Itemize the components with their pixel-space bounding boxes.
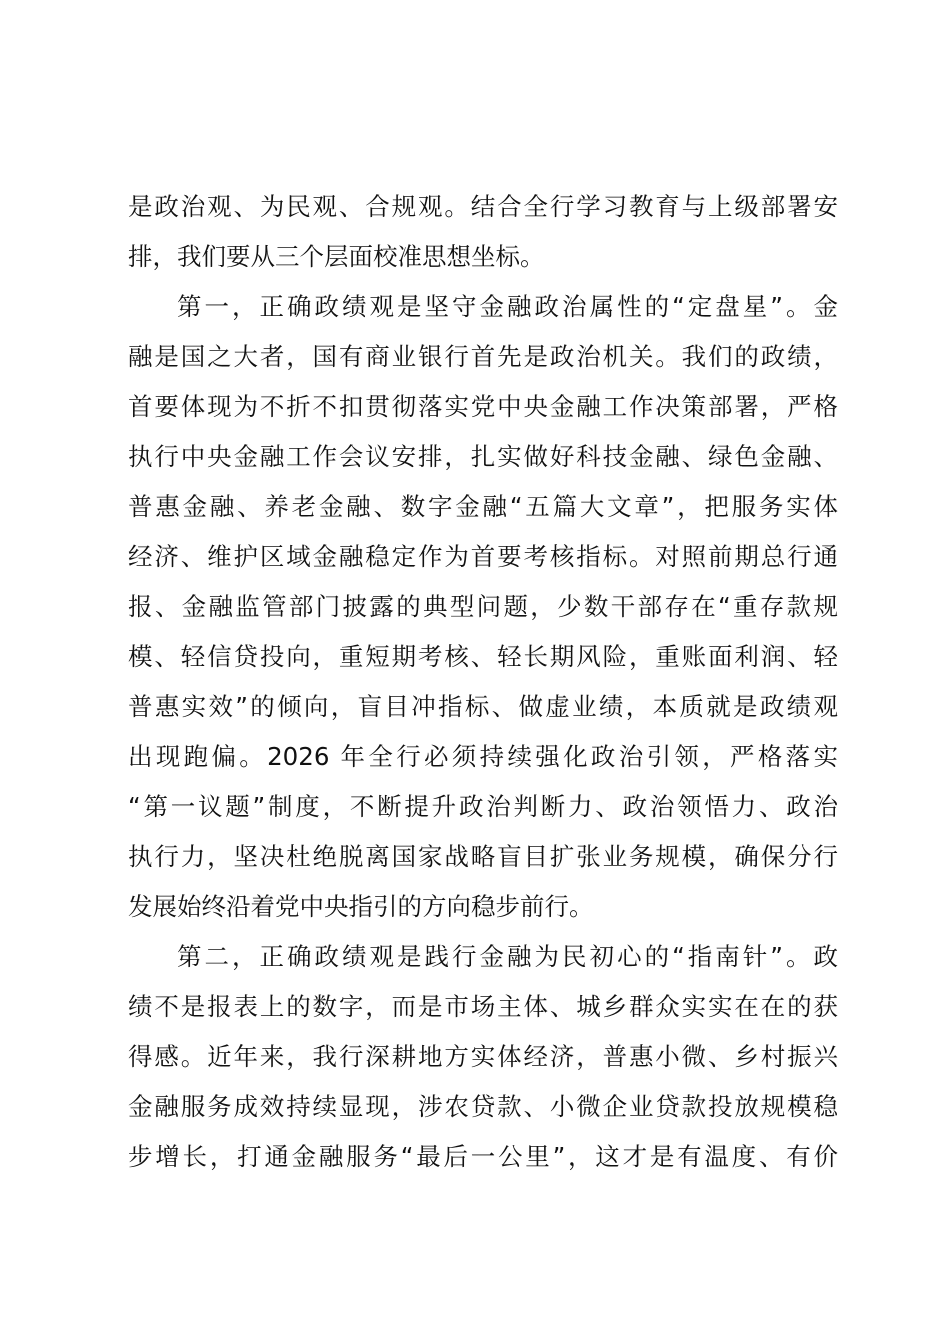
text-line: 得感。近年来，我行深耕地方实体经济，普惠小微、乡村振兴: [128, 1042, 838, 1071]
text-line: 模、轻信贷投向，重短期考核、轻长期风险，重账面利润、轻: [128, 642, 838, 671]
text-line: 绩不是报表上的数字，而是市场主体、城乡群众实实在在的获: [128, 992, 838, 1021]
text-line: 出现跑偏。2026 年全行必须持续强化政治引领，严格落实: [128, 742, 838, 771]
text-line: 金融服务成效持续显现，涉农贷款、小微企业贷款投放规模稳: [128, 1092, 838, 1121]
text-line: 普惠金融、养老金融、数字金融“五篇大文章”，把服务实体: [128, 492, 838, 521]
text-line: 报、金融监管部门披露的典型问题，少数干部存在“重存款规: [128, 592, 838, 621]
paragraph-first-line: 第二，正确政绩观是践行金融为民初心的“指南针”。政: [177, 942, 838, 971]
text-line: 发展始终沿着党中央指引的方向稳步前行。: [128, 892, 594, 921]
text-line: 首要体现为不折不扣贯彻落实党中央金融工作决策部署，严格: [128, 392, 838, 421]
text-line: 执行中央金融工作会议安排，扎实做好科技金融、绿色金融、: [128, 442, 838, 471]
text-line: 经济、维护区域金融稳定作为首要考核指标。对照前期总行通: [128, 542, 838, 571]
text-line: 普惠实效”的倾向，盲目冲指标、做虚业绩，本质就是政绩观: [128, 692, 838, 721]
text-line: 排，我们要从三个层面校准思想坐标。: [128, 242, 545, 271]
text-line: 步增长，打通金融服务“最后一公里”，这才是有温度、有价: [128, 1142, 838, 1171]
paragraph-first-line: 第一，正确政绩观是坚守金融政治属性的“定盘星”。金: [177, 292, 838, 321]
text-line: 融是国之大者，国有商业银行首先是政治机关。我们的政绩，: [128, 342, 838, 371]
text-line: 是政治观、为民观、合规观。结合全行学习教育与上级部署安: [128, 192, 838, 221]
text-line: 执行力，坚决杜绝脱离国家战略盲目扩张业务规模，确保分行: [128, 842, 838, 871]
body-text: [128, 182, 838, 1182]
text-line: “第一议题”制度，不断提升政治判断力、政治领悟力、政治: [128, 792, 838, 821]
